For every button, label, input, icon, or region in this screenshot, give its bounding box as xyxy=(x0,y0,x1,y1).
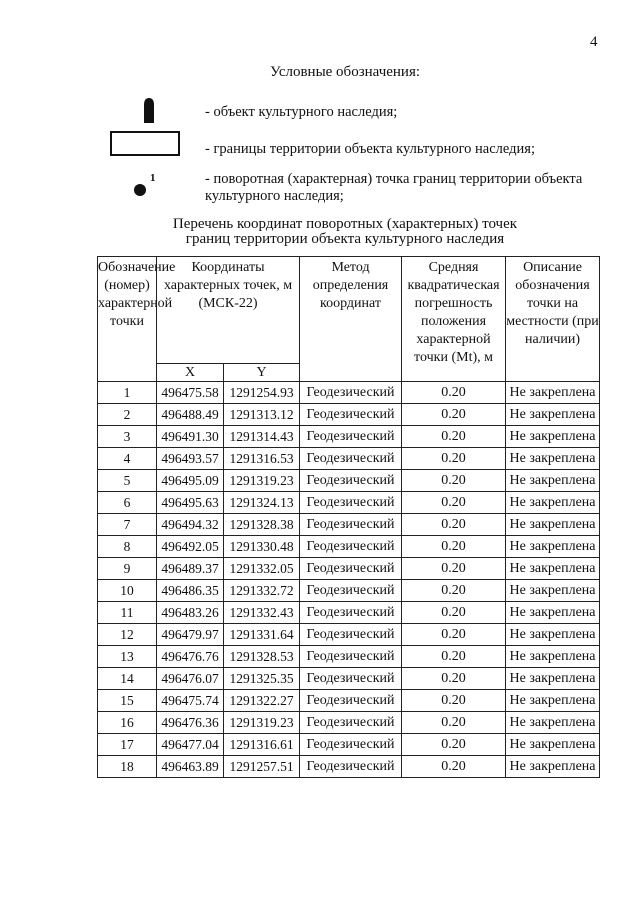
legend-item-turning-point: - поворотная (характерная) точка границ территории объекта культурного наследия; xyxy=(205,171,583,204)
legend-item-boundary: - границы территории объекта культурного наследия; xyxy=(205,141,535,157)
accuracy-cell: 0.20 xyxy=(402,602,506,624)
monument-icon xyxy=(141,97,157,123)
method-cell: Геодезический xyxy=(300,382,402,404)
point-number-cell: 13 xyxy=(98,646,157,668)
y-coordinate-cell: 1291325.35 xyxy=(224,668,300,690)
y-coordinate-cell: 1291319.23 xyxy=(224,470,300,492)
description-cell: Не закреплена xyxy=(506,580,600,602)
x-coordinate-cell: 496475.58 xyxy=(157,382,224,404)
x-coordinate-cell: 496489.37 xyxy=(157,558,224,580)
method-cell: Геодезический xyxy=(300,426,402,448)
y-coordinate-cell: 1291328.53 xyxy=(224,646,300,668)
accuracy-cell: 0.20 xyxy=(402,536,506,558)
method-cell: Геодезический xyxy=(300,448,402,470)
table-row xyxy=(98,404,600,426)
description-cell: Не закреплена xyxy=(506,734,600,756)
accuracy-cell: 0.20 xyxy=(402,382,506,404)
legend-item-monument: - объект культурного наследия; xyxy=(205,104,398,120)
table-title-line-2: границ территории объекта культурного наследия xyxy=(185,231,505,247)
accuracy-cell: 0.20 xyxy=(402,580,506,602)
x-coordinate-cell: 496494.32 xyxy=(157,514,224,536)
method-cell: Геодезический xyxy=(300,404,402,426)
table-row xyxy=(98,448,600,470)
x-coordinate-cell: 496493.57 xyxy=(157,448,224,470)
accuracy-cell: 0.20 xyxy=(402,712,506,734)
method-cell: Геодезический xyxy=(300,514,402,536)
accuracy-cell: 0.20 xyxy=(402,668,506,690)
method-cell: Геодезический xyxy=(300,756,402,778)
header-accuracy: Средняя квадратическая погрешность положения характерной точки (Mt), м xyxy=(402,257,506,382)
x-coordinate-cell: 496486.35 xyxy=(157,580,224,602)
table-row xyxy=(98,514,600,536)
table-row xyxy=(98,426,600,448)
accuracy-cell: 0.20 xyxy=(402,404,506,426)
x-coordinate-cell: 496476.76 xyxy=(157,646,224,668)
accuracy-cell: 0.20 xyxy=(402,492,506,514)
table-row xyxy=(98,470,600,492)
accuracy-cell: 0.20 xyxy=(402,690,506,712)
table-row xyxy=(98,646,600,668)
x-coordinate-cell: 496476.07 xyxy=(157,668,224,690)
header-method: Метод определения координат xyxy=(300,257,402,382)
accuracy-cell: 0.20 xyxy=(402,624,506,646)
accuracy-cell: 0.20 xyxy=(402,558,506,580)
point-number-cell: 3 xyxy=(98,426,157,448)
description-cell: Не закреплена xyxy=(506,448,600,470)
accuracy-cell: 0.20 xyxy=(402,448,506,470)
accuracy-cell: 0.20 xyxy=(402,646,506,668)
y-coordinate-cell: 1291332.72 xyxy=(224,580,300,602)
table-row xyxy=(98,382,600,404)
description-cell: Не закреплена xyxy=(506,514,600,536)
header-x: X xyxy=(157,364,224,382)
boundary-rectangle-icon xyxy=(110,131,180,156)
y-coordinate-cell: 1291328.38 xyxy=(224,514,300,536)
method-cell: Геодезический xyxy=(300,712,402,734)
point-number-cell: 1 xyxy=(98,382,157,404)
description-cell: Не закреплена xyxy=(506,404,600,426)
y-coordinate-cell: 1291330.48 xyxy=(224,536,300,558)
y-coordinate-cell: 1291316.61 xyxy=(224,734,300,756)
point-number-cell: 2 xyxy=(98,404,157,426)
table-row xyxy=(98,580,600,602)
y-coordinate-cell: 1291319.23 xyxy=(224,712,300,734)
y-coordinate-cell: 1291254.93 xyxy=(224,382,300,404)
header-y: Y xyxy=(224,364,300,382)
table-row xyxy=(98,624,600,646)
y-coordinate-cell: 1291257.51 xyxy=(224,756,300,778)
point-number-cell: 7 xyxy=(98,514,157,536)
x-coordinate-cell: 496495.63 xyxy=(157,492,224,514)
accuracy-cell: 0.20 xyxy=(402,514,506,536)
accuracy-cell: 0.20 xyxy=(402,470,506,492)
page-number: 4 xyxy=(590,34,598,50)
y-coordinate-cell: 1291332.05 xyxy=(224,558,300,580)
accuracy-cell: 0.20 xyxy=(402,426,506,448)
method-cell: Геодезический xyxy=(300,492,402,514)
y-coordinate-cell: 1291324.13 xyxy=(224,492,300,514)
header-point-number: Обозначение (номер) характерной точки xyxy=(98,257,157,382)
table-title-line-1: Перечень координат поворотных (характерных) точек xyxy=(172,216,518,232)
description-cell: Не закреплена xyxy=(506,470,600,492)
description-cell: Не закреплена xyxy=(506,668,600,690)
point-number-cell: 16 xyxy=(98,712,157,734)
accuracy-cell: 0.20 xyxy=(402,734,506,756)
y-coordinate-cell: 1291332.43 xyxy=(224,602,300,624)
table-row xyxy=(98,558,600,580)
description-cell: Не закреплена xyxy=(506,646,600,668)
table-row xyxy=(98,668,600,690)
table-row xyxy=(98,536,600,558)
x-coordinate-cell: 496491.30 xyxy=(157,426,224,448)
y-coordinate-cell: 1291322.27 xyxy=(224,690,300,712)
turning-point-icon-label: 1 xyxy=(150,172,156,184)
y-coordinate-cell: 1291331.64 xyxy=(224,624,300,646)
table-row xyxy=(98,492,600,514)
x-coordinate-cell: 496492.05 xyxy=(157,536,224,558)
point-number-cell: 8 xyxy=(98,536,157,558)
turning-point-icon xyxy=(134,184,146,196)
method-cell: Геодезический xyxy=(300,470,402,492)
table-title xyxy=(150,217,540,247)
table-row xyxy=(98,602,600,624)
method-cell: Геодезический xyxy=(300,536,402,558)
point-number-cell: 9 xyxy=(98,558,157,580)
x-coordinate-cell: 496475.74 xyxy=(157,690,224,712)
x-coordinate-cell: 496488.49 xyxy=(157,404,224,426)
method-cell: Геодезический xyxy=(300,690,402,712)
point-number-cell: 14 xyxy=(98,668,157,690)
table-row xyxy=(98,756,600,778)
description-cell: Не закреплена xyxy=(506,712,600,734)
point-number-cell: 17 xyxy=(98,734,157,756)
description-cell: Не закреплена xyxy=(506,558,600,580)
method-cell: Геодезический xyxy=(300,668,402,690)
point-number-cell: 5 xyxy=(98,470,157,492)
description-cell: Не закреплена xyxy=(506,602,600,624)
point-number-cell: 18 xyxy=(98,756,157,778)
x-coordinate-cell: 496479.97 xyxy=(157,624,224,646)
table-row xyxy=(98,712,600,734)
point-number-cell: 11 xyxy=(98,602,157,624)
point-number-cell: 15 xyxy=(98,690,157,712)
method-cell: Геодезический xyxy=(300,624,402,646)
x-coordinate-cell: 496476.36 xyxy=(157,712,224,734)
description-cell: Не закреплена xyxy=(506,624,600,646)
description-cell: Не закреплена xyxy=(506,492,600,514)
coordinates-table xyxy=(97,256,600,778)
table-row xyxy=(98,690,600,712)
method-cell: Геодезический xyxy=(300,602,402,624)
method-cell: Геодезический xyxy=(300,558,402,580)
method-cell: Геодезический xyxy=(300,580,402,602)
description-cell: Не закреплена xyxy=(506,536,600,558)
accuracy-cell: 0.20 xyxy=(402,756,506,778)
header-coordinates: Координаты характерных точек, м (МСК-22) xyxy=(157,257,300,364)
method-cell: Геодезический xyxy=(300,734,402,756)
description-cell: Не закреплена xyxy=(506,426,600,448)
description-cell: Не закреплена xyxy=(506,756,600,778)
point-number-cell: 10 xyxy=(98,580,157,602)
description-cell: Не закреплена xyxy=(506,382,600,404)
x-coordinate-cell: 496483.26 xyxy=(157,602,224,624)
x-coordinate-cell: 496463.89 xyxy=(157,756,224,778)
header-description: Описание обозначения точки на местности (при наличии) xyxy=(506,257,600,382)
table-row xyxy=(98,734,600,756)
method-cell: Геодезический xyxy=(300,646,402,668)
coordinates-table-body xyxy=(98,382,600,778)
description-cell: Не закреплена xyxy=(506,690,600,712)
x-coordinate-cell: 496495.09 xyxy=(157,470,224,492)
point-number-cell: 4 xyxy=(98,448,157,470)
y-coordinate-cell: 1291313.12 xyxy=(224,404,300,426)
x-coordinate-cell: 496477.04 xyxy=(157,734,224,756)
y-coordinate-cell: 1291316.53 xyxy=(224,448,300,470)
legend-title: Условные обозначения: xyxy=(270,64,421,80)
y-coordinate-cell: 1291314.43 xyxy=(224,426,300,448)
point-number-cell: 6 xyxy=(98,492,157,514)
point-number-cell: 12 xyxy=(98,624,157,646)
